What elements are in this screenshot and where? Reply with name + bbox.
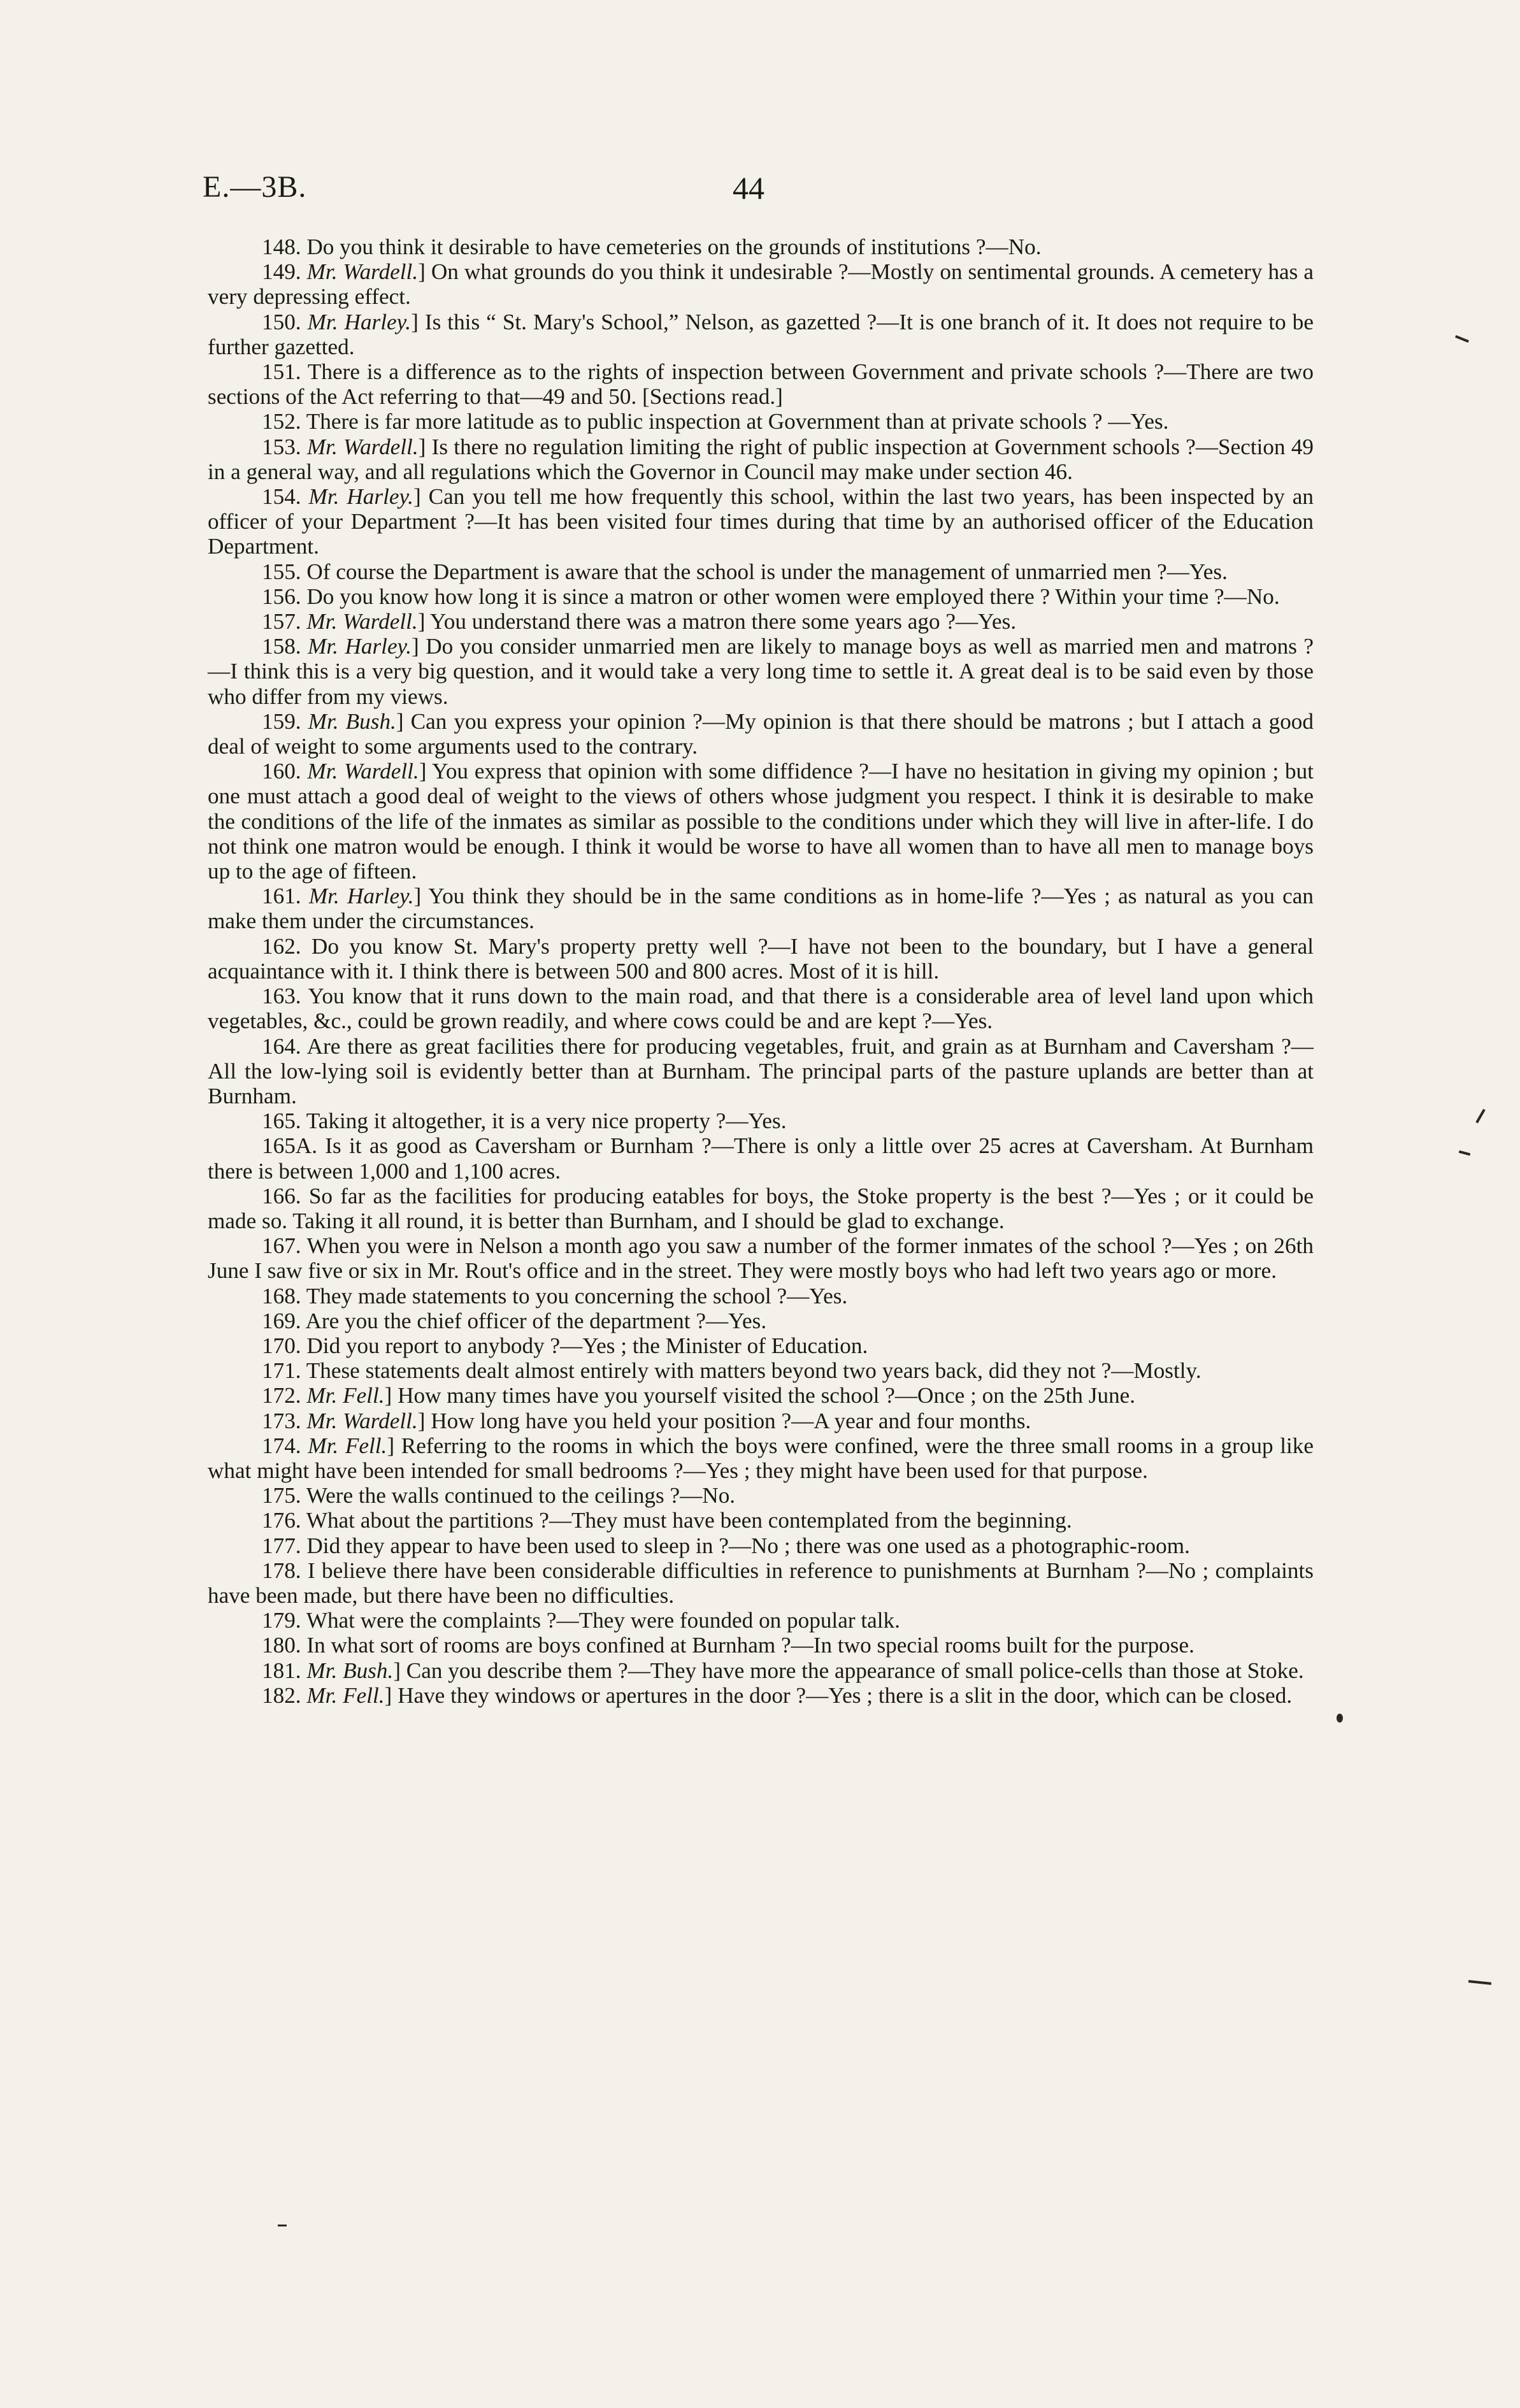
question-number: 177. [262,1533,301,1558]
question-text: Were the walls continued to the ceilings ?—No. [306,1483,736,1509]
question-number: 170. [262,1333,301,1358]
question-text: How many times have you yourself visited the school ?—Once ; on the 25th June. [398,1383,1136,1408]
question-text: Do you consider unmarried men are likely to manage boys as well as married men and matrons ?—I think this is a very big question, and it would take a very long time to settle it. A great deal is to be said even by those who differ from my views. [208,634,1314,709]
question-text: On what grounds do you think it undesirable ?—Mostly on sentimental grounds. A cemetery has a very depressing effect. [208,259,1314,310]
speaker-bracket: ] [419,759,427,784]
question-166 [208,1184,1314,1233]
question-text: You express that opinion with some diffidence ?—I have no hesitation in giving my opinion ; but one must attach a good deal of weight to the views of others whose judgment you respect. I think it is desirable to make the conditions of the life of the inmates as similar as possible to the conditions under which they will live in after-life. I do not think one matron would be enough. I think it would be worse to have all women than to have all men to manage boys up to the age of fifteen. [208,759,1314,884]
question-152 [208,409,1314,434]
question-167 [208,1233,1314,1283]
speaker-bracket: ] [417,609,426,634]
question-172 [208,1383,1314,1408]
question-153 [208,434,1314,484]
question-177 [208,1533,1314,1558]
question-number: 172. [262,1383,301,1408]
question-156 [208,584,1314,609]
question-179 [208,1608,1314,1633]
question-number: 178. [262,1558,301,1583]
question-number: 171. [262,1358,301,1384]
question-number: 167. [262,1233,301,1259]
question-text: Of course the Department is aware that the school is under the management of unmarried men ?—Yes. [306,559,1228,584]
question-155 [208,559,1314,584]
question-text: There is far more latitude as to public inspection at Government than at private schools ? —Yes. [306,409,1169,434]
question-number: 148. [262,234,301,259]
speaker-bracket: ] [412,634,419,659]
document-reference: E.—3B. [203,170,307,204]
question-number: 156. [262,584,301,609]
question-number: 151. [262,359,301,385]
question-number: 153. [262,434,301,459]
question-number: 163. [262,984,301,1009]
question-176 [208,1508,1314,1533]
question-number: 169. [262,1308,301,1333]
question-number: 164. [262,1033,301,1059]
speaker-bracket: ] [396,708,404,734]
question-178 [208,1558,1314,1608]
question-number: 159. [262,708,301,734]
speaker-bracket: ] [417,1408,426,1433]
question-175 [208,1483,1314,1508]
speaker-bracket: ] [413,484,421,510]
question-165 [208,1108,1314,1133]
question-text: Is there no regulation limiting the right of public inspection at Government schools ?—Section 49 in a general way, and all regulations which the Governor in Council may make under section 46. [208,434,1314,484]
question-number: 179. [262,1608,301,1633]
question-160 [208,759,1314,884]
question-text: They made statements to you concerning the school ?—Yes. [306,1283,848,1308]
question-text: What were the complaints ?—They were founded on popular talk. [306,1608,900,1633]
question-text: Do you think it desirable to have cemeteries on the grounds of institutions ?—No. [306,234,1042,259]
question-text: Do you know how long it is since a matron or other women were employed there ? Within your time ?—No. [306,584,1280,609]
question-173 [208,1408,1314,1433]
question-150 [208,310,1314,359]
question-number: 166. [262,1183,301,1208]
question-158 [208,634,1314,709]
question-number: 149. [262,259,301,285]
question-number: 154. [262,484,301,510]
margin-mark [1475,1109,1485,1124]
question-number: 162. [262,933,301,959]
speaker-bracket: ] [384,1682,392,1708]
margin-mark [1337,1714,1343,1723]
question-number: 165. [262,1108,301,1134]
question-163 [208,984,1314,1033]
question-text: Is this “ St. Mary's School,” Nelson, as gazetted ?—It is one branch of it. It does not require to be further gazetted. [208,309,1314,359]
question-text: Can you tell me how frequently this school, within the last two years, has been inspected by an officer of your Department ?—It has been visited four times during that time by an authorised officer of the Education Department. [208,484,1314,559]
speaker-name: Mr. Fell. [306,1682,385,1708]
speaker-bracket: ] [418,259,426,285]
question-text: When you were in Nelson a month ago you saw a number of the former inmates of the school ?—Yes ; on 26th June I saw five or six in Mr. Rout's office and in the street. They were mostly boys who had left two years ago or more. [208,1233,1314,1284]
question-text: Can you describe them ?—They have more the appearance of small police-cells than those at Stoke. [406,1658,1304,1683]
speaker-name: Mr. Wardell. [306,1408,418,1433]
question-170 [208,1333,1314,1358]
speaker-name: Mr. Harley. [307,309,412,334]
question-number: 155. [262,559,301,584]
question-164 [208,1034,1314,1109]
speaker-bracket: ] [413,884,422,909]
question-154 [208,484,1314,559]
question-text: These statements dealt almost entirely with matters beyond two years back, did they not ?—Mostly. [306,1358,1201,1384]
question-number: 175. [262,1483,301,1509]
question-181 [208,1658,1314,1683]
margin-mark [1468,1980,1491,1985]
speaker-name: Mr. Harley. [308,634,412,659]
question-text: You understand there was a matron there some years ago ?—Yes. [429,609,1017,634]
speaker-bracket: ] [418,434,426,459]
question-number: 161. [262,884,301,909]
question-text: Have they windows or apertures in the door ?—Yes ; there is a slit in the door, which can be closed. [398,1682,1293,1708]
speaker-name: Mr. Wardell. [306,259,419,285]
question-number: 180. [262,1633,301,1658]
question-text: Is it as good as Caversham or Burnham ?—There is only a little over 25 acres at Caversham. At Burnham there is between 1,000 and 1,100 acres. [208,1133,1314,1184]
question-157 [208,609,1314,634]
question-text: I believe there have been considerable difficulties in reference to punishments at Burnham ?—No ; complaints have been made, but there have been no difficulties. [208,1558,1314,1608]
question-165A [208,1133,1314,1183]
question-text: Did you report to anybody ?—Yes ; the Minister of Education. [306,1333,868,1358]
question-text: So far as the facilities for producing eatables for boys, the Stoke property is the best ?—Yes ; or it could be made so. Taking it all round, it is better than Burnham, and I should be glad to exchange. [208,1183,1314,1233]
question-number: 181. [262,1658,301,1683]
question-number: 168. [262,1283,301,1308]
speaker-name: Mr. Fell. [308,1433,387,1458]
speaker-name: Mr. Harley. [308,884,414,909]
question-168 [208,1284,1314,1308]
question-161 [208,884,1314,933]
question-151 [208,359,1314,409]
question-text: How long have you held your position ?—A year and four months. [431,1408,1031,1433]
question-number: 152. [262,409,301,434]
question-180 [208,1633,1314,1658]
question-text: Did they appear to have been used to sleep in ?—No ; there was one used as a photographic-room. [306,1533,1190,1558]
margin-mark [278,2225,287,2226]
speaker-name: Mr. Wardell. [306,609,418,634]
question-text: Can you express your opinion ?—My opinion is that there should be matrons ; but I attach a good deal of weight to some arguments used to the contrary. [208,708,1314,759]
question-text: Taking it altogether, it is a very nice property ?—Yes. [306,1108,787,1134]
speaker-name: Mr. Fell. [306,1383,385,1408]
question-text: Referring to the rooms in which the boys were confined, were the three small rooms in a group like what might have been intended for small bedrooms ?—Yes ; they might have been used for that purpose. [208,1433,1314,1483]
question-148 [208,234,1314,259]
question-text: What about the partitions ?—They must have been contemplated from the beginning. [306,1508,1072,1533]
page-number: 44 [733,170,764,206]
speaker-name: Mr. Harley. [308,484,413,510]
speaker-bracket: ] [387,1433,395,1458]
question-text: You know that it runs down to the main road, and that there is a considerable area of level land upon which vegetables, &c., could be grown readily, and where cows could be and are kept ?—Yes. [208,984,1314,1034]
speaker-bracket: ] [393,1658,401,1683]
question-149 [208,259,1314,309]
question-174 [208,1433,1314,1483]
question-text: There is a difference as to the rights of inspection between Government and private schools ?—There are two sections of the Act referring to that—49 and 50. [Sections read.] [208,359,1314,410]
question-number: 160. [262,759,301,784]
question-text: You think they should be in the same conditions as in home-life ?—Yes ; as natural as you can make them under the circumstances. [208,884,1314,934]
question-number: 150. [262,309,301,334]
question-number: 158. [262,634,301,659]
speaker-name: Mr. Wardell. [307,759,419,784]
speaker-name: Mr. Bush. [308,708,396,734]
question-169 [208,1308,1314,1333]
question-text: In what sort of rooms are boys confined at Burnham ?—In two special rooms built for the purpose. [306,1633,1194,1658]
question-number: 182. [262,1682,301,1708]
question-162 [208,934,1314,984]
speaker-name: Mr. Wardell. [306,434,419,459]
question-182 [208,1683,1314,1708]
question-number: 157. [262,609,301,634]
question-number: 176. [262,1508,301,1533]
margin-mark [1459,1150,1470,1156]
question-171 [208,1358,1314,1383]
speaker-name: Mr. Bush. [306,1658,394,1683]
speaker-bracket: ] [384,1383,392,1408]
question-number: 165A. [262,1133,317,1159]
evidence-text [208,234,1314,1708]
question-number: 174. [262,1433,301,1458]
question-text: Are there as great facilities there for producing vegetables, fruit, and grain as at Burnham and Caversham ?—All the low-lying soil is evidently better than at Burnham. The principal parts of the pasture uplands are better than at Burnham. [208,1033,1314,1108]
question-text: Do you know St. Mary's property pretty well ?—I have not been to the boundary, but I have a general acquaintance with it. I think there is between 500 and 800 acres. Most of it is hill. [208,933,1314,984]
speaker-bracket: ] [411,309,419,334]
question-159 [208,709,1314,759]
question-number: 173. [262,1408,301,1433]
question-text: Are you the chief officer of the department ?—Yes. [305,1308,767,1333]
margin-mark [1455,335,1469,343]
